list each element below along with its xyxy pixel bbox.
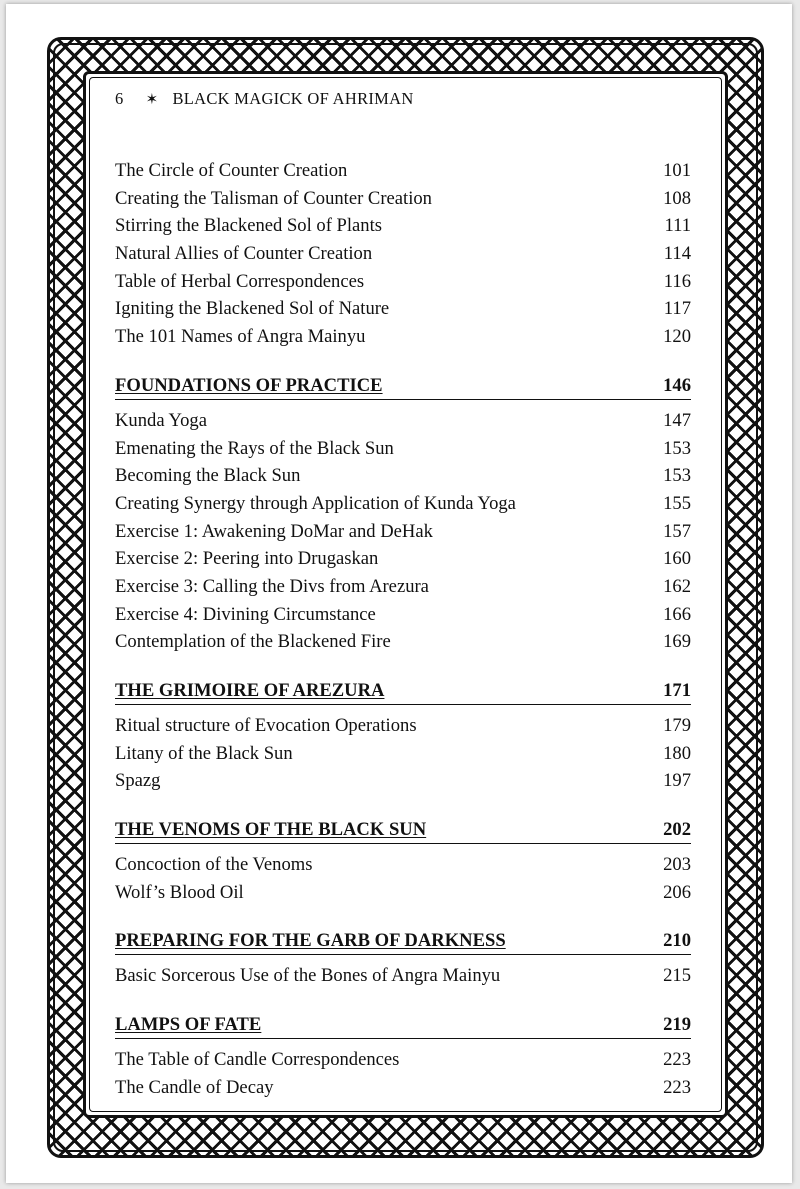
toc-entry-title: The Candle of Decay [115, 1076, 274, 1098]
toc-entry-page: 180 [663, 742, 691, 764]
section-heading-page: 219 [663, 1014, 691, 1036]
section-heading-title: THE VENOMS OF THE BLACK SUN [115, 819, 427, 841]
toc-entry-title: The Table of Candle Correspondences [115, 1049, 400, 1071]
toc-entry [115, 545, 691, 573]
toc-entry-title: Emenating the Rays of the Black Sun [115, 437, 394, 459]
section-heading [115, 372, 691, 400]
toc-entry-page: 215 [663, 965, 691, 987]
section-heading-title: LAMPS OF FATE [115, 1014, 262, 1036]
toc-entry [115, 435, 691, 463]
toc-entry-page: 114 [663, 243, 691, 265]
section-heading-title: PREPARING FOR THE GARB OF DARKNESS [115, 930, 506, 952]
section-spacer [115, 990, 691, 1011]
toc-entry [115, 323, 691, 351]
toc-entry [115, 851, 691, 879]
toc-entry-page: 179 [663, 715, 691, 736]
toc-entry-title: Spazg [115, 770, 161, 792]
toc-entry-title: Ritual structure of Evocation Operations [115, 715, 417, 736]
toc-entry [115, 518, 691, 546]
toc-entry-page: 153 [663, 437, 691, 459]
toc-entry [115, 628, 691, 656]
toc-entry-page: 111 [664, 215, 691, 237]
toc-entry-title: The Circle of Counter Creation [115, 160, 348, 181]
toc-entry-title: Creating the Talisman of Counter Creation [115, 187, 432, 209]
page-number: 6 [115, 89, 124, 108]
toc-entry [115, 767, 691, 795]
toc-entry-page: 116 [663, 270, 691, 292]
toc-entry-title: Stirring the Blackened Sol of Plants [115, 215, 382, 237]
section-heading-page: 202 [663, 819, 691, 841]
section-spacer [115, 656, 691, 677]
toc-entry-page: 101 [663, 160, 691, 181]
toc-entry-page: 162 [663, 575, 691, 597]
toc-entry-title: Creating Synergy through Application of Kunda Yoga [115, 492, 516, 514]
toc-entry-title: Litany of the Black Sun [115, 742, 293, 764]
running-header [115, 89, 414, 109]
toc-entry-title: Exercise 3: Calling the Divs from Arezura [115, 575, 429, 597]
toc-entry-page: 117 [663, 298, 691, 320]
toc-entry [115, 240, 691, 268]
toc-entry [115, 407, 691, 435]
running-title: BLACK MAGICK OF AHRIMAN [172, 89, 414, 108]
section-heading-page: 146 [663, 374, 691, 396]
table-of-contents [115, 157, 691, 1102]
toc-entry [115, 740, 691, 768]
toc-entry-title: Becoming the Black Sun [115, 465, 301, 487]
toc-entry-page: 147 [663, 409, 691, 431]
toc-entry-title: Exercise 4: Divining Circumstance [115, 603, 376, 625]
toc-entry-title: Kunda Yoga [115, 409, 207, 431]
toc-entry [115, 212, 691, 240]
toc-entry-page: 108 [663, 187, 691, 209]
toc-entry-page: 169 [663, 631, 691, 653]
toc-entry [115, 712, 691, 740]
toc-entry-title: Exercise 2: Peering into Drugaskan [115, 548, 379, 570]
toc-entry-title: Concoction of the Venoms [115, 854, 313, 876]
toc-entry-title: Natural Allies of Counter Creation [115, 243, 373, 265]
toc-entry-title: Igniting the Blackened Sol of Nature [115, 298, 390, 320]
toc-entry-page: 153 [663, 465, 691, 487]
section-heading-title: THE GRIMOIRE OF AREZURA [115, 680, 385, 701]
toc-entry-page: 197 [663, 770, 691, 792]
toc-entry [115, 295, 691, 323]
toc-entry [115, 462, 691, 490]
toc-entry [115, 1046, 691, 1074]
toc-entry-title: Contemplation of the Blackened Fire [115, 631, 391, 653]
toc-entry-title: Wolf’s Blood Oil [115, 881, 244, 903]
toc-entry-page: 166 [663, 603, 691, 625]
toc-entry-page: 120 [663, 326, 691, 348]
toc-entry [115, 879, 691, 907]
toc-entry-title: Table of Herbal Correspondences [115, 270, 365, 292]
toc-entry [115, 573, 691, 601]
toc-entry [115, 157, 691, 185]
section-heading [115, 677, 691, 705]
toc-entry [115, 185, 691, 213]
section-heading [115, 927, 691, 955]
toc-entry-page: 203 [663, 854, 691, 876]
toc-entry-page: 206 [663, 881, 691, 903]
section-heading-page: 171 [663, 680, 691, 701]
section-spacer [115, 906, 691, 927]
toc-entry [115, 1074, 691, 1102]
section-spacer [115, 795, 691, 816]
toc-entry [115, 962, 691, 990]
toc-entry-title: The 101 Names of Angra Mainyu [115, 326, 366, 348]
toc-entry [115, 268, 691, 296]
toc-entry-page: 223 [663, 1076, 691, 1098]
toc-entry-title: Basic Sorcerous Use of the Bones of Angra Mainyu [115, 965, 501, 987]
toc-entry [115, 601, 691, 629]
toc-entry [115, 490, 691, 518]
toc-entry-page: 155 [663, 492, 691, 514]
section-heading [115, 1011, 691, 1039]
toc-entry-page: 157 [663, 520, 691, 542]
section-heading [115, 816, 691, 844]
section-spacer [115, 351, 691, 372]
toc-entry-title: Exercise 1: Awakening DoMar and DeHak [115, 520, 433, 542]
toc-entry-page: 223 [663, 1049, 691, 1071]
section-heading-title: FOUNDATIONS OF PRACTICE [115, 374, 383, 396]
section-heading-page: 210 [663, 930, 691, 952]
star-ornament-icon: ✶ [145, 91, 159, 108]
toc-entry-page: 160 [663, 548, 691, 570]
